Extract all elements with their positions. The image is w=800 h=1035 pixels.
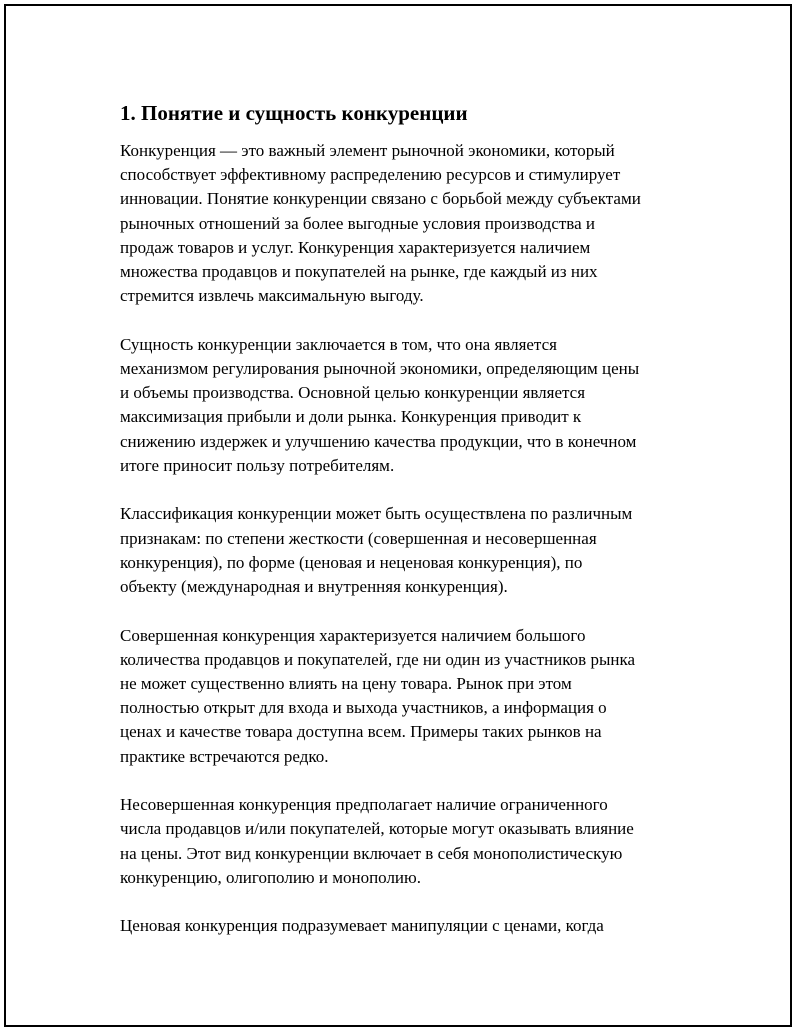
text-line: способствует эффективному распределению ресурсов и стимулирует: [120, 165, 621, 185]
section-heading: 1. Понятие и сущность конкуренции: [120, 101, 468, 125]
paragraph-4: [120, 624, 720, 769]
paragraph-3: [120, 502, 720, 599]
text-line: максимизация прибыли и доли рынка. Конкуренция приводит к: [120, 407, 582, 427]
text-line: продаж товаров и услуг. Конкуренция характеризуется наличием: [120, 237, 591, 257]
text-line: итоге приносит пользу потребителям.: [120, 455, 395, 475]
text-line: снижению издержек и улучшению качества продукции, что в конечном: [120, 431, 637, 451]
text-line: множества продавцов и покупателей на рынке, где каждый из них: [120, 262, 598, 282]
text-line: рыночных отношений за более выгодные условия производства и: [120, 213, 595, 233]
text-line: конкуренция), по форме (ценовая и неценовая конкуренция), по: [120, 552, 583, 572]
text-line: механизмом регулирования рыночной экономики, определяющим цены: [120, 359, 640, 379]
text-line: инновации. Понятие конкуренции связано с борьбой между субъектами: [120, 189, 641, 209]
text-line: количества продавцов и покупателей, где ни один из участников рынка: [120, 649, 636, 669]
text-line: полностью открыт для входа и выхода участников, а информация о: [120, 698, 607, 718]
page-frame: [4, 4, 792, 1027]
document-body: [120, 99, 720, 963]
text-line: Совершенная конкуренция характеризуется наличием большого: [120, 625, 586, 645]
text-line: признакам: по степени жесткости (совершенная и несовершенная: [120, 528, 597, 548]
text-line: не может существенно влиять на цену товара. Рынок при этом: [120, 674, 572, 694]
text-line: Сущность конкуренции заключается в том, что она является: [120, 334, 557, 354]
text-line: конкуренцию, олигополию и монополию.: [120, 867, 421, 887]
text-line: Конкуренция — это важный элемент рыночной экономики, который: [120, 141, 615, 160]
text-line: на цены. Этот вид конкуренции включает в себя монополистическую: [120, 843, 623, 863]
text-line: практике встречаются редко.: [120, 746, 329, 766]
text-line: и объемы производства. Основной целью конкуренции является: [120, 383, 586, 403]
text-line: ценах и качестве товара доступна всем. Примеры таких рынков на: [120, 722, 602, 742]
paragraph-5: [120, 793, 720, 890]
text-line: числа продавцов и/или покупателей, которые могут оказывать влияние: [120, 819, 634, 839]
paragraph-6: [120, 914, 720, 938]
text-line: Ценовая конкуренция подразумевает манипуляции с ценами, когда: [120, 916, 604, 936]
paragraph-2: [120, 333, 720, 478]
text-line: объекту (международная и внутренняя конкуренция).: [120, 577, 508, 597]
paragraph-1: [120, 139, 720, 308]
text-line: стремится извлечь максимальную выгоду.: [120, 286, 424, 306]
text-line: Несовершенная конкуренция предполагает наличие ограниченного: [120, 795, 608, 815]
text-line: Классификация конкуренции может быть осуществлена по различным: [120, 504, 633, 524]
